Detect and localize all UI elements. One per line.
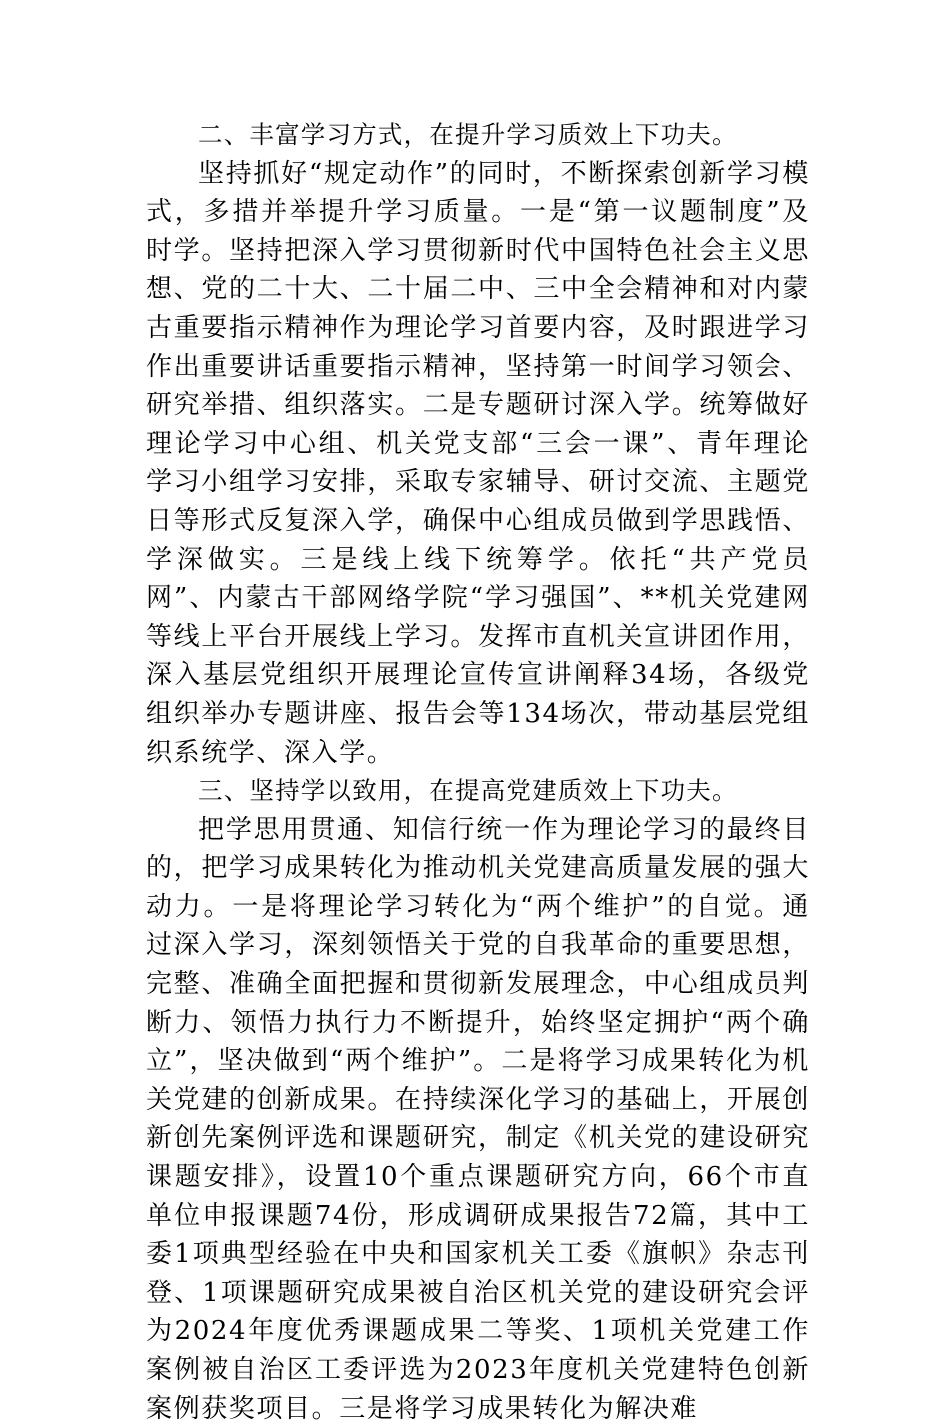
document-body — [146, 116, 810, 1428]
section-paragraph-3: 把学思用贯通、知信行统一作为理论学习的最终目的，把学习成果转化为推动机关党建高质量发展的强大动力。一是将理论学习转化为“两个维护”的自觉。通过深入学习，深刻领悟关于党的自我革命的重要思想，完整、准确全面把握和贯彻新发展理念，中心组成员判断力、领悟力执行力不断提升，始终坚定拥护“两个确立”，坚决做到“两个维护”。二是将学习成果转化为机关党建的创新成果。在持续深化学习的基础上，开展创新创先案例评选和课题研究，制定《机关党的建设研究课题安排》，设置10个重点课题研究方向，66个市直单位申报课题74份，形成调研成果报告72篇，其中工委1项典型经验在中央和国家机关工委《旗帜》杂志刊登、1项课题研究成果被自治区机关党的建设研究会评为2024年度优秀课题成果二等奖、1项机关党建工作案例被自治区工委评选为2023年度机关党建特色创新案例获奖项目。三是将学习成果转化为解决难 — [146, 814, 810, 1424]
section-heading-3: 三、坚持学以致用，在提高党建质效上下功夫。 — [198, 776, 738, 806]
section-paragraph-2: 坚持抓好“规定动作”的同时，不断探索创新学习模式，多措并举提升学习质量。一是“第一议题制度”及时学。坚持把深入学习贯彻新时代中国特色社会主义思想、党的二十大、二十届二中、三中全会精神和对内蒙古重要指示精神作为理论学习首要内容，及时跟进学习作出重要讲话重要指示精神，坚持第一时间学习领会、研究举措、组织落实。二是专题研讨深入学。统筹做好理论学习中心组、机关党支部“三会一课”、青年理论学习小组学习安排，采取专家辅导、研讨交流、主题党日等形式反复深入学，确保中心组成员做到学思践悟、学深做实。三是线上线下统筹学。依托“共产党员网”、内蒙古干部网络学院“学习强国”、**机关党建网等线上平台开展线上学习。发挥市直机关宣讲团作用，深入基层党组织开展理论宣传宣讲阐释34场，各级党组织举办专题讲座、报告会等134场次，带动基层党组织系统学、深入学。 — [146, 158, 810, 768]
section-heading-2: 二、丰富学习方式，在提升学习质效上下功夫。 — [198, 120, 738, 149]
